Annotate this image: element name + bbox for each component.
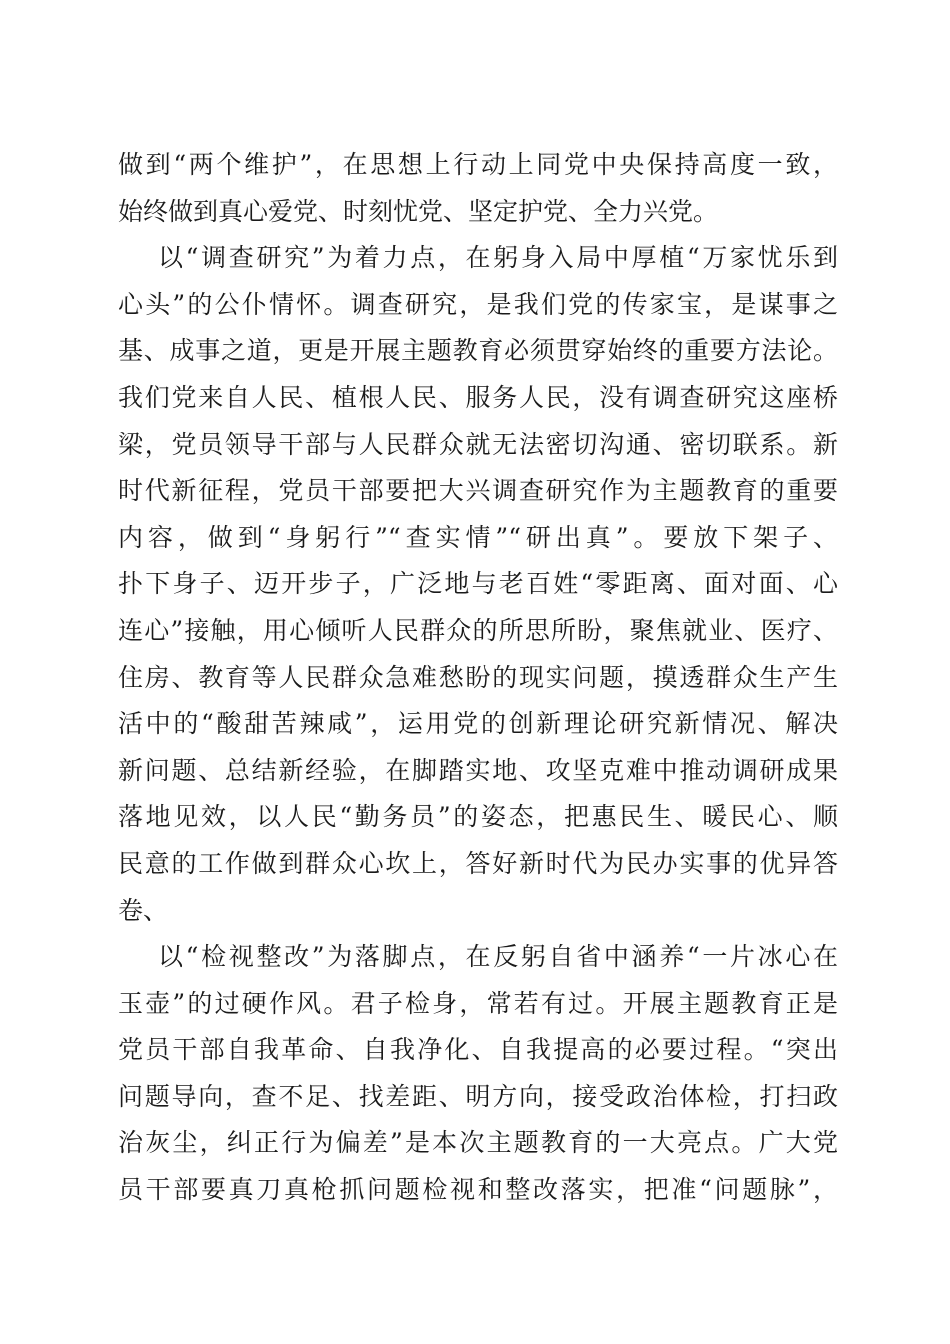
- text-line: 玉壶”的过硬作风。君子检身，常若有过。开展主题教育正是: [118, 988, 838, 1018]
- text-line: 住房、教育等人民群众急难愁盼的现实问题，摸透群众生产生: [118, 662, 838, 692]
- text-line: 时代新征程，党员干部要把大兴调查研究作为主题教育的重要: [118, 476, 838, 506]
- text-line: 我们党来自人民、植根人民、服务人民，没有调查研究这座桥: [118, 382, 838, 412]
- text-line: 梁，党员领导干部与人民群众就无法密切沟通、密切联系。新: [118, 429, 838, 459]
- text-line: 民意的工作做到群众心坎上，答好新时代为民办实事的优异答: [118, 848, 838, 878]
- text-line: 基、成事之道，更是开展主题教育必须贯穿始终的重要方法论。: [118, 336, 838, 366]
- text-line: 员干部要真刀真枪抓问题检视和整改落实，把准“问题脉”，: [118, 1175, 838, 1205]
- text-line: 党员干部自我革命、自我净化、自我提高的必要过程。“突出: [118, 1035, 838, 1065]
- text-line: 内容，做到“身躬行”“查实情”“研出真”。要放下架子、: [118, 522, 838, 552]
- text-line: 活中的“酸甜苦辣咸”，运用党的创新理论研究新情况、解决: [118, 709, 838, 739]
- text-line: 扑下身子、迈开步子，广泛地与老百姓“零距离、面对面、心: [118, 569, 838, 599]
- text-line: 以“检视整改”为落脚点，在反躬自省中涵养“一片冰心在: [158, 942, 838, 972]
- text-line: 连心”接触，用心倾听人民群众的所思所盼，聚焦就业、医疗、: [118, 615, 838, 645]
- body-text: [118, 142, 838, 1214]
- text-line: 问题导向，查不足、找差距、明方向，接受政治体检，打扫政: [118, 1081, 838, 1111]
- text-line: 卷、: [118, 895, 169, 925]
- text-line: 治灰尘，纠正行为偏差”是本次主题教育的一大亮点。广大党: [118, 1128, 838, 1158]
- text-line: 新问题、总结新经验，在脚踏实地、攻坚克难中推动调研成果: [118, 755, 838, 785]
- text-line: 落地见效，以人民“勤务员”的姿态，把惠民生、暖民心、顺: [118, 802, 838, 832]
- text-line: 心头”的公仆情怀。调查研究，是我们党的传家宝，是谋事之: [118, 289, 838, 319]
- text-line: 以“调查研究”为着力点，在躬身入局中厚植“万家忧乐到: [158, 243, 838, 273]
- text-line: 做到“两个维护”，在思想上行动上同党中央保持高度一致，: [118, 150, 838, 179]
- text-line: 始终做到真心爱党、时刻忧党、坚定护党、全力兴党。: [118, 196, 719, 226]
